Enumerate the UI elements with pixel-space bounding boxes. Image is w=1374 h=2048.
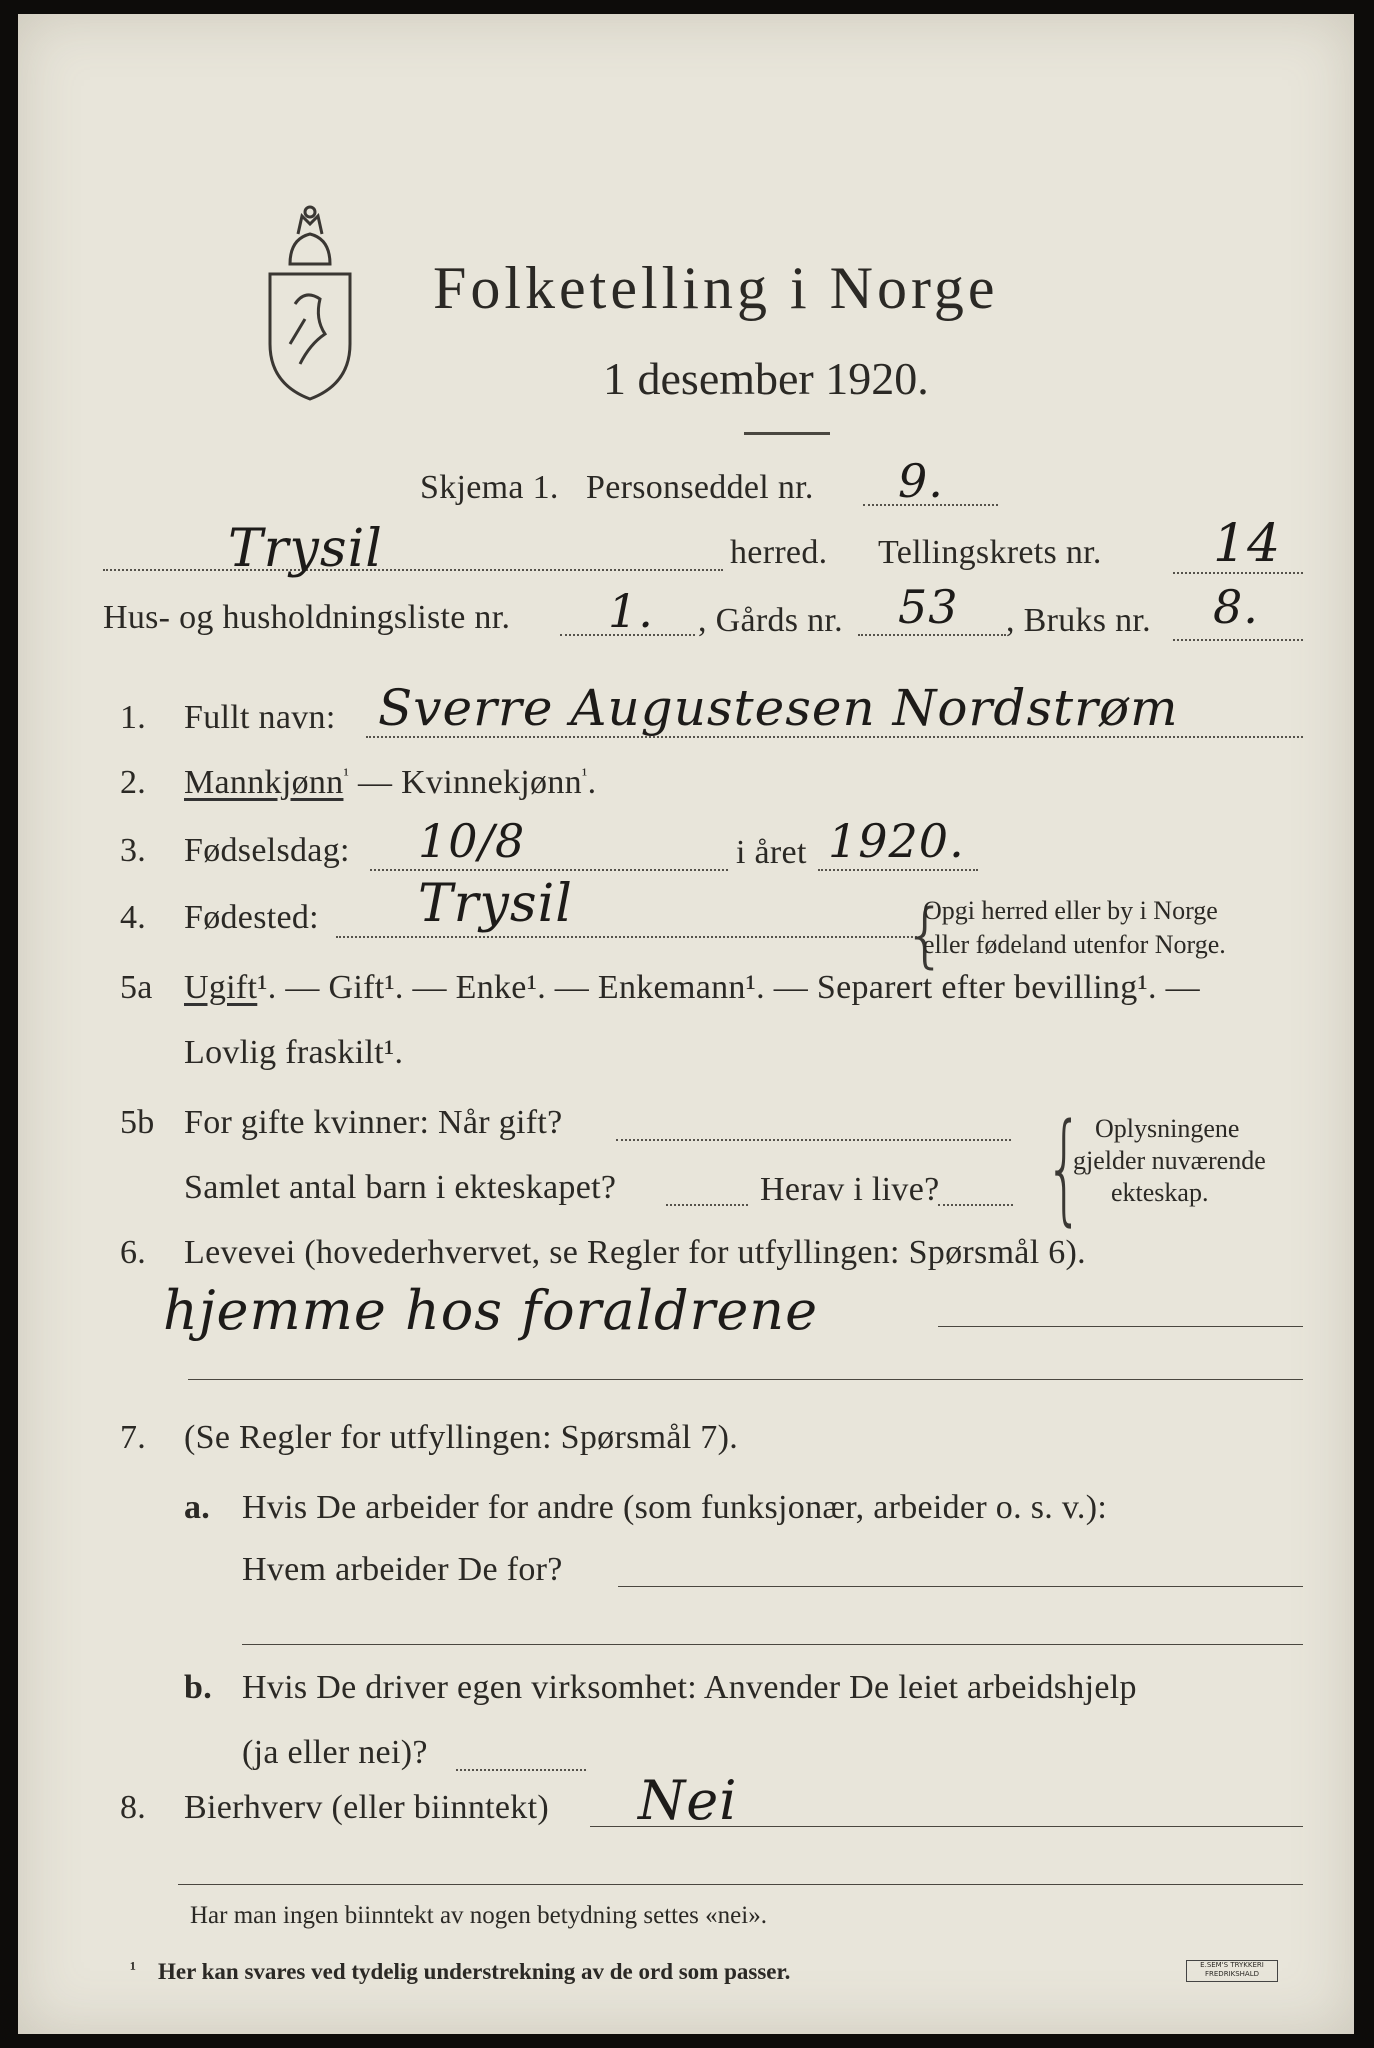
ekteskap-note-1: Oplysningene xyxy=(1095,1114,1240,1143)
q7a-text: Hvis De arbeider for andre (som funksjonær, arbeider o. s. v.): xyxy=(242,1489,1108,1526)
census-date: 1 desember 1920. xyxy=(603,353,929,404)
ja-nei-label: (ja eller nei)? xyxy=(242,1734,428,1771)
mannkjonn-option[interactable]: Mannkjønn xyxy=(184,764,344,801)
fullt-navn-value: Sverre Augustesen Nordstrøm xyxy=(378,679,1179,737)
gards-field[interactable] xyxy=(858,634,1006,636)
personseddel-value: 9. xyxy=(898,454,944,508)
herav-i-live-label: Herav i live? xyxy=(760,1171,940,1208)
arbeider-for-label: Hvem arbeider De for? xyxy=(242,1551,563,1588)
arbeider-for-field[interactable] xyxy=(618,1586,1303,1587)
q7b-letter: b. xyxy=(184,1669,213,1706)
nar-gift-label: For gifte kvinner: Når gift? xyxy=(184,1104,563,1141)
title-rule xyxy=(744,432,830,435)
fodested-note-2: eller fødeland utenfor Norge. xyxy=(923,930,1226,959)
herred-label: herred. xyxy=(730,534,828,571)
personseddel-label: Personseddel nr. xyxy=(586,469,814,506)
fodested-field[interactable] xyxy=(336,936,921,938)
gards-value: 53 xyxy=(898,580,959,634)
fodselsdag-field[interactable] xyxy=(370,869,728,871)
kjonn-options[interactable]: Mannkjønn$^{^1}$ — Kvinnekjønn$^{^1}$. xyxy=(184,764,597,801)
fodselsdag-value: 10/8 xyxy=(418,814,526,868)
bruks-value: 8. xyxy=(1213,580,1259,634)
aar-field[interactable] xyxy=(818,869,978,871)
nei-note: Har man ingen biinntekt av nogen betydning settes «nei». xyxy=(190,1902,767,1929)
gards-label: , Gårds nr. xyxy=(698,602,843,639)
q7a-letter: a. xyxy=(184,1489,211,1526)
ekteskap-note-3: ekteskap. xyxy=(1111,1178,1209,1207)
fullt-navn-label: Fullt navn: xyxy=(184,699,336,736)
q2-number: 2. xyxy=(120,764,147,801)
q7b-text: Hvis De driver egen virksomhet: Anvender De leiet arbeidshjelp xyxy=(242,1669,1137,1706)
coat-of-arms-icon xyxy=(260,194,360,404)
bierhverv-value: Nei xyxy=(638,1769,738,1832)
skjema-label: Skjema 1. xyxy=(420,469,559,506)
hus-value: 1. xyxy=(608,584,654,638)
antal-barn-field[interactable] xyxy=(666,1204,748,1206)
aar-value: 1920. xyxy=(828,814,965,868)
ekteskap-note-2: gjelder nuværende xyxy=(1073,1146,1266,1175)
fodested-note-1: Opgi herred eller by i Norge xyxy=(923,896,1218,925)
levevei-line-1[interactable] xyxy=(938,1326,1303,1327)
q5b-number: 5b xyxy=(120,1104,155,1141)
nar-gift-field[interactable] xyxy=(616,1139,1011,1141)
tellingskrets-value: 14 xyxy=(1213,514,1282,574)
census-form xyxy=(18,14,1354,2034)
sivilstand-options[interactable] xyxy=(184,969,1200,1007)
lovlig-fraskilt-option[interactable]: Lovlig fraskilt¹. xyxy=(184,1034,404,1071)
q7-number: 7. xyxy=(120,1419,147,1456)
levevei-label: Levevei (hovederhvervet, se Regler for utfyllingen: Spørsmål 6). xyxy=(184,1234,1086,1271)
fodested-label: Fødested: xyxy=(184,899,319,936)
footnote: Her kan svares ved tydelig understrekning av de ord som passer. xyxy=(158,1959,791,1984)
kvinnekjonn-option[interactable]: Kvinnekjønn xyxy=(401,764,582,801)
antal-barn-label: Samlet antal barn i ekteskapet? xyxy=(184,1169,617,1206)
levevei-value: hjemme hos foraldrene xyxy=(163,1279,819,1342)
herred-field[interactable] xyxy=(103,569,723,571)
ugift-option[interactable]: Ugift xyxy=(184,969,258,1006)
q7-label: (Se Regler for utfyllingen: Spørsmål 7). xyxy=(184,1419,739,1456)
bierhverv-label: Bierhverv (eller biinntekt) xyxy=(184,1789,549,1826)
footnote-mark: ¹ xyxy=(130,1958,136,1980)
tellingskrets-label: Tellingskrets nr. xyxy=(878,534,1102,571)
arbeider-for-line-2[interactable] xyxy=(242,1644,1303,1645)
herav-i-live-field[interactable] xyxy=(938,1204,1013,1206)
q8-number: 8. xyxy=(120,1789,147,1826)
hus-label: Hus- og husholdningsliste nr. xyxy=(103,599,511,636)
bruks-label: , Bruks nr. xyxy=(1006,602,1151,639)
fodselsdag-label: Fødselsdag: xyxy=(184,832,350,869)
bruks-field[interactable] xyxy=(1173,639,1303,641)
q6-number: 6. xyxy=(120,1234,147,1271)
levevei-line-2[interactable] xyxy=(188,1379,1303,1380)
q3-number: 3. xyxy=(120,832,147,869)
printer-stamp: E.SEM'S TRYKKERI FREDRIKSHALD xyxy=(1186,1960,1278,1982)
q4-number: 4. xyxy=(120,899,147,936)
ja-nei-field[interactable] xyxy=(456,1769,586,1771)
q1-number: 1. xyxy=(120,699,147,736)
form-title: Folketelling i Norge xyxy=(433,255,999,321)
q5a-number: 5a xyxy=(120,969,153,1006)
fodested-value: Trysil xyxy=(418,874,573,934)
aar-label: i året xyxy=(736,834,807,871)
bierhverv-line-2[interactable] xyxy=(178,1884,1303,1885)
ekteskap-brace: { xyxy=(1045,1099,1084,1238)
sivilstand-rest: ¹. — Gift¹. — Enke¹. — Enkemann¹. — Separert efter bevilling¹. — xyxy=(257,969,1200,1006)
fodested-brace: { xyxy=(903,894,948,976)
herred-value: Trysil xyxy=(228,519,383,579)
